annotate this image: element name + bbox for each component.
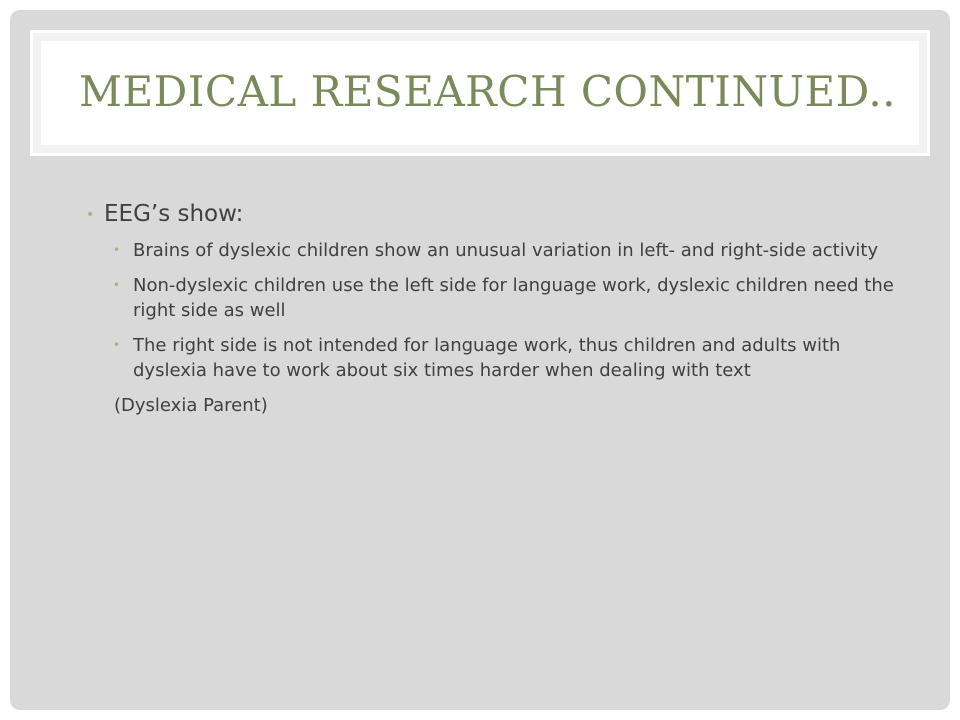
source-citation: (Dyslexia Parent) bbox=[114, 395, 268, 416]
main-bullet-text: EEG’s show: bbox=[104, 201, 244, 227]
slide bbox=[10, 10, 950, 710]
bullet-icon: • bbox=[113, 243, 121, 257]
slide-title: MEDICAL RESEARCH CONTINUED.. bbox=[79, 67, 897, 116]
title-band bbox=[30, 30, 930, 156]
sub-bullet bbox=[113, 238, 896, 263]
sub-bullet-text: Non-dyslexic children use the left side for language work, dyslexic children need the right side as well bbox=[133, 275, 894, 321]
bullet-icon: • bbox=[113, 278, 121, 292]
bullet-icon: • bbox=[113, 338, 121, 352]
slide-content bbox=[86, 198, 896, 418]
sub-bullet-text: The right side is not intended for language work, thus children and adults with dyslexia have to work about six times harder when dealing with text bbox=[133, 335, 841, 381]
bullet-icon: • bbox=[86, 207, 95, 223]
sub-bullet bbox=[113, 333, 896, 383]
sub-bullet-text: Brains of dyslexic children show an unusual variation in left- and right-side activity bbox=[133, 240, 879, 261]
sub-bullet bbox=[113, 273, 896, 323]
bullet-level-1 bbox=[86, 198, 896, 230]
